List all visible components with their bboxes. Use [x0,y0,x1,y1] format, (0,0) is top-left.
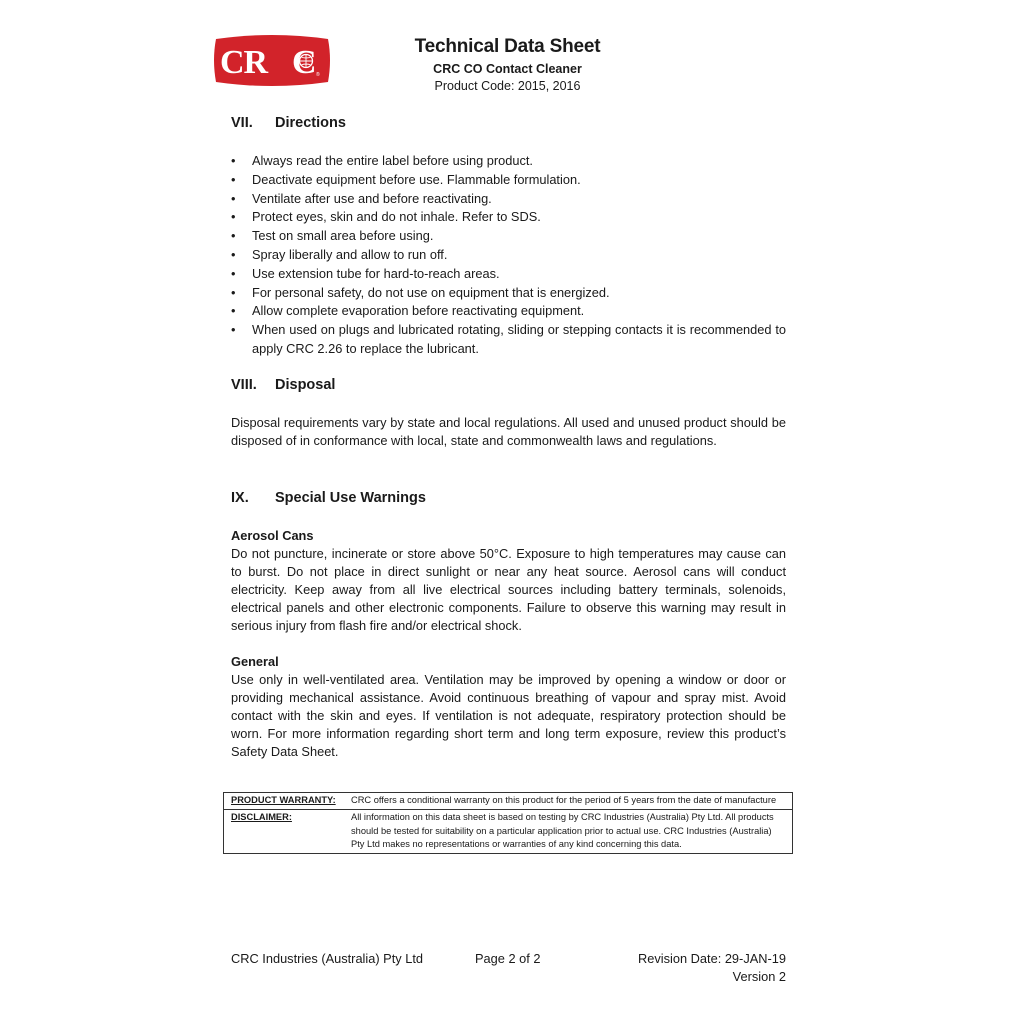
document-header [380,35,635,95]
revision-date: Revision Date: 29-JAN-19 [638,951,786,966]
product-code: Product Code: 2015, 2016 [434,79,581,93]
warranty-label: PRODUCT WARRANTY: [224,793,345,810]
list-item [231,152,786,171]
disposal-text: Disposal requirements vary by state and local regulations. All used and unused product should be disposed of in conformance with local, state and commonwealth laws and regulations. [231,415,786,448]
bullet-icon: • [231,171,236,187]
list-item-text: Use extension tube for hard-to-reach areas. [252,265,500,281]
bullet-icon: • [231,322,236,338]
bullet-icon: • [231,153,236,168]
aerosol-cans-text: Do not puncture, incinerate or store above 50°C. Exposure to high temperatures may cause can to burst. Do not place in direct sunlight or near any heat source. Aerosol cans will conduct electricity. Keep away from all live electrical sources including battery terminals, solenoids, electrical panels and other electronic components. Failure to observe this warning may result in serious injury from flash fire and/or electrical shock. [231,546,786,633]
version: Version 2 [732,969,786,984]
crc-logo [212,33,332,88]
general-text: Use only in well-ventilated area. Ventilation may be improved by opening a window or door or providing mechanical assistance. Avoid continuous breathing of vapour and spray mist. Avoid contact with the skin and eyes. If ventilation is not adequate, respiratory protection should be worn. For more information regarding short term and long term exposure, review this product’s Safety Data Sheet. [231,672,786,759]
bullet-icon: • [231,265,236,281]
bullet-icon: • [231,303,236,319]
footer-company: CRC Industries (Australia) Pty Ltd [231,951,424,966]
list-item [231,302,786,321]
list-item-text: Protect eyes, skin and do not inhale. Refer to SDS. [252,209,541,225]
list-item-text: Spray liberally and allow to run off. [252,246,448,262]
section-number: IX. [231,490,249,506]
section-title: Disposal [275,377,336,393]
list-item [231,265,786,284]
list-item [231,321,786,359]
section-heading-directions [231,115,346,131]
list-item-text: Allow complete evaporation before reactivating equipment. [252,303,585,319]
bullet-icon: • [231,209,236,225]
bullet-icon: • [231,190,236,206]
section-title: Directions [275,115,346,131]
section-number: VII. [231,115,253,131]
list-item [231,171,786,190]
bullet-icon: • [231,228,236,244]
directions-list [231,152,786,359]
list-item-text: For personal safety, do not use on equipment that is energized. [252,284,610,300]
general-heading: General [231,654,279,669]
svg-text:®: ® [316,72,320,78]
list-item [231,208,786,227]
svg-text:CR: CR [220,44,268,81]
list-item [231,190,786,209]
section-heading-disposal [231,377,335,393]
aerosol-cans-heading: Aerosol Cans [231,528,314,543]
list-item-text: Ventilate after use and before reactivating. [252,190,492,206]
section-heading-warnings [231,490,426,506]
svg-text:C: C [292,44,317,81]
legal-table [223,792,793,854]
disclaimer-label: DISCLAIMER: [224,810,345,854]
disclaimer-text: All information on this data sheet is based on testing by CRC Industries (Australia) Pty Ltd. All products should be tested for suitability on a particular application prior to actual use. CRC Industries (Australia) Pty Ltd makes no representations or warranties of any kind concerning this data. [344,810,793,854]
section-number: VIII. [231,377,257,393]
list-item-text: Always read the entire label before using product. [252,153,533,168]
list-item [231,246,786,265]
footer-page-number: Page 2 of 2 [475,951,541,966]
bullet-icon: • [231,284,236,300]
document-title: Technical Data Sheet [414,36,601,57]
footer-revision [600,950,786,986]
section-title: Special Use Warnings [275,490,426,506]
list-item-text: When used on plugs and lubricated rotating, sliding or stepping contacts it is recommended to apply CRC 2.26 to replace the lubricant. [252,322,786,356]
list-item-text: Test on small area before using. [252,228,434,244]
list-item [231,227,786,246]
list-item [231,284,786,303]
table-row [224,793,793,810]
product-name: CRC CO Contact Cleaner [433,62,582,76]
bullet-icon: • [231,246,236,262]
list-item-text: Deactivate equipment before use. Flammable formulation. [252,171,581,187]
warranty-text: CRC offers a conditional warranty on this product for the period of 5 years from the date of manufacture [344,793,793,810]
table-row [224,810,793,854]
